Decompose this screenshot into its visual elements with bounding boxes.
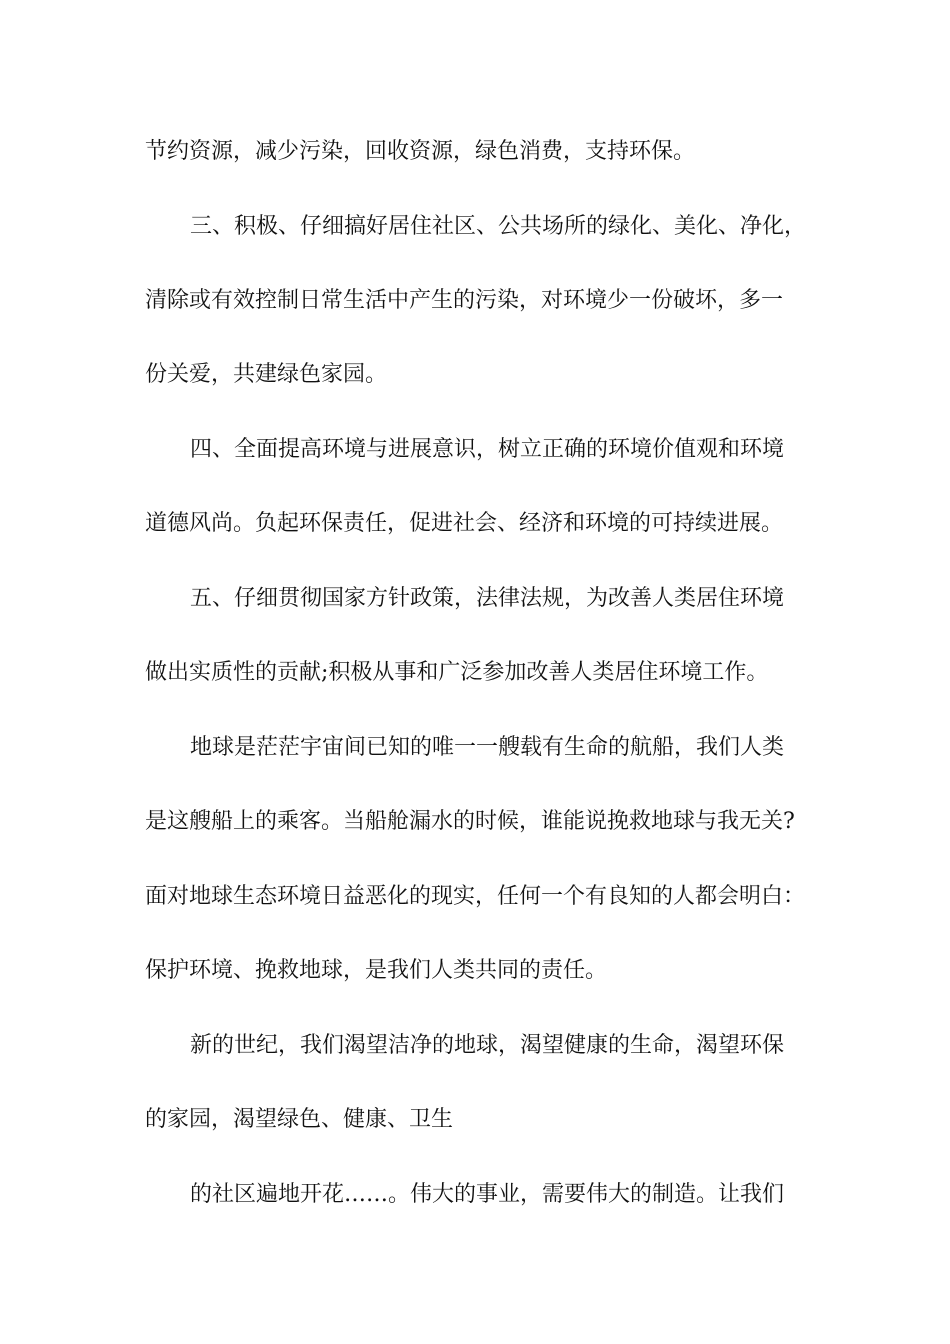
text-line: 节约资源，减少污染，回收资源，绿色消费，支持环保。 [145,139,696,164]
text-line: 三、积极、仔细搞好居住社区、公共场所的绿化、美化、净化， [190,214,807,239]
text-line: 是这艘船上的乘客。当船舱漏水的时候，谁能说挽救地球与我无关? [145,809,795,834]
text-line: 五、仔细贯彻国家方针政策，法律法规，为改善人类居住环境 [190,586,785,611]
text-line: 地球是茫茫宇宙间已知的唯一一艘载有生命的航船，我们人类 [190,735,785,760]
text-line: 四、全面提高环境与进展意识，树立正确的环境价值观和环境 [190,437,785,462]
text-line: 的家园，渴望绿色、健康、卫生 [145,1107,454,1132]
text-line: 新的世纪，我们渴望洁净的地球，渴望健康的生命，渴望环保 [190,1033,785,1058]
text-line: 道德风尚。负起环保责任，促进社会、经济和环境的可持续进展。 [145,511,784,536]
text-line: 面对地球生态环境日益恶化的现实，任何一个有良知的人都会明白： [145,884,806,909]
text-line: 的社区遍地开花……。伟大的事业，需要伟大的制造。让我们 [190,1182,785,1207]
text-line: 保护环境、挽救地球，是我们人类共同的责任。 [145,958,608,983]
text-line: 做出实质性的贡献;积极从事和广泛参加改善人类居住环境工作。 [145,660,769,685]
text-line: 份关爱，共建绿色家园。 [145,362,388,387]
text-line: 清除或有效控制日常生活中产生的污染，对环境少一份破坏，多一 [145,288,784,313]
